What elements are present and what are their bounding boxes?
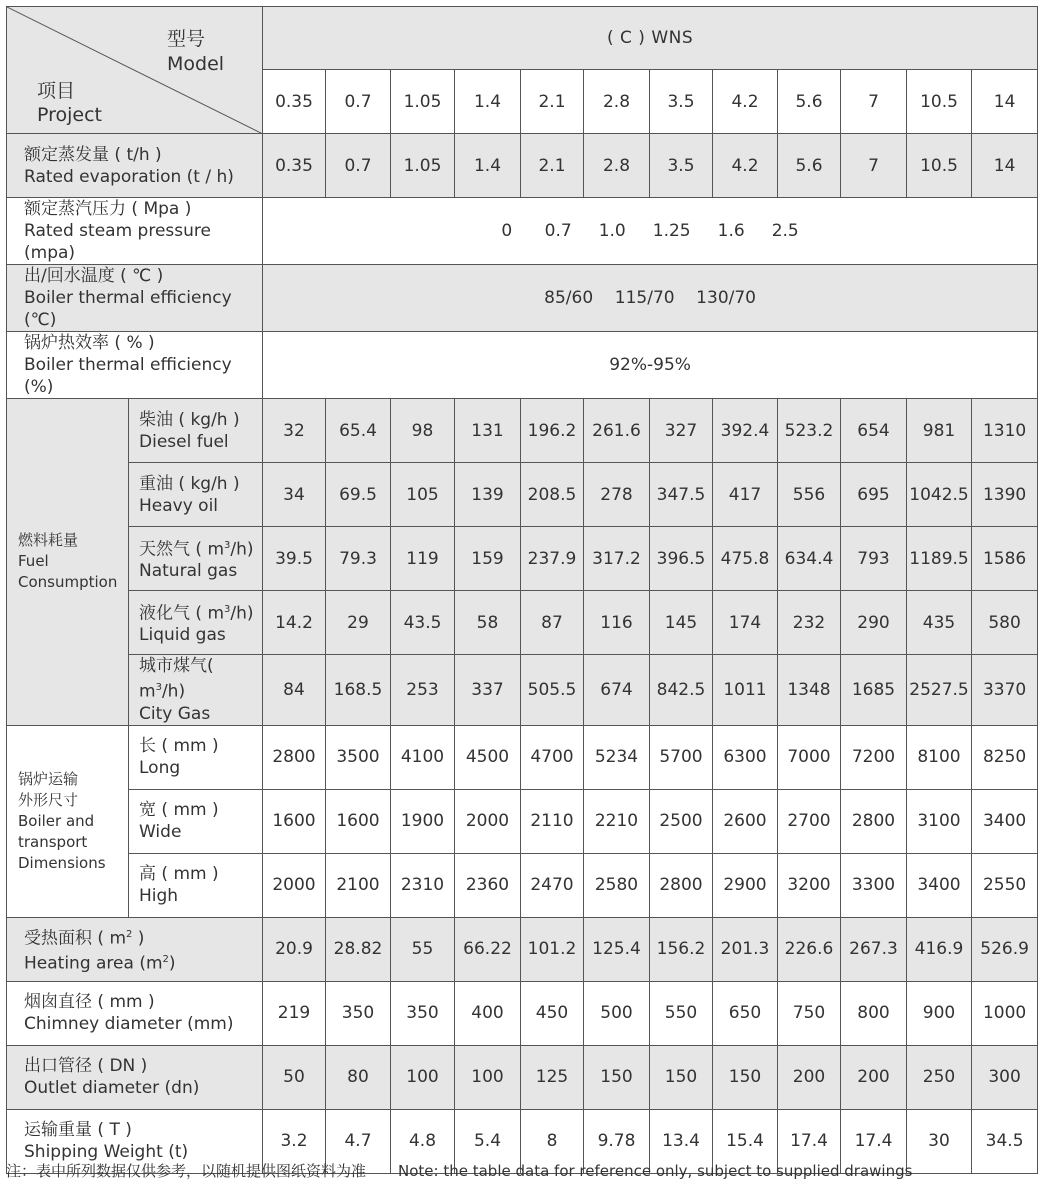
table-cell: 556: [778, 463, 841, 527]
table-cell: 5.6: [778, 134, 841, 198]
table-cell: 208.5: [521, 463, 584, 527]
row-label: 液化气 ( $m^3/h$) Liquid gas: [129, 591, 263, 655]
table-cell: 28.82: [326, 917, 391, 981]
row-label: 出口管径 ( DN ) Outlet diameter (dn): [7, 1045, 263, 1109]
model-cell: 1.05: [391, 70, 455, 134]
row-rated-evaporation: [7, 134, 1038, 198]
row-label: 额定蒸汽压力 ( Mpa ) Rated steam pressure (mpa): [7, 198, 263, 265]
table-cell: 3100: [907, 789, 972, 853]
row-label: 出/回水温度 ( ℃ ) Boiler thermal efficiency (℃): [7, 265, 263, 332]
row-rated-pressure: [7, 198, 1038, 265]
project-cn: 项目: [37, 80, 76, 102]
table-cell: 2310: [391, 853, 455, 917]
table-cell: 1390: [972, 463, 1038, 527]
table-cell: 3.2: [263, 1109, 326, 1173]
table-cell: 10.5: [907, 134, 972, 198]
row-label: 宽 ( mm ) Wide: [129, 789, 263, 853]
row-long: [7, 725, 1038, 789]
table-cell: 79.3: [326, 527, 391, 591]
table-cell: 3400: [907, 853, 972, 917]
model-cn: 型号: [167, 28, 206, 50]
table-cell: 174: [713, 591, 778, 655]
row-label: 天然气 ( $m^3/h$) Natural gas: [129, 527, 263, 591]
table-cell: 2470: [521, 853, 584, 917]
table-cell: 15.4: [713, 1109, 778, 1173]
row-label: 重油 ( kg/h ) Heavy oil: [129, 463, 263, 527]
table-cell: 1685: [841, 655, 907, 726]
table-cell: 2110: [521, 789, 584, 853]
table-cell: 392.4: [713, 399, 778, 463]
table-cell: 4.2: [713, 134, 778, 198]
table-cell: 2800: [841, 789, 907, 853]
table-cell: 66.22: [455, 917, 521, 981]
table-cell: 2100: [326, 853, 391, 917]
table-cell: 13.4: [650, 1109, 713, 1173]
model-cell: 10.5: [907, 70, 972, 134]
row-label: 锅炉热效率 ( % ) Boiler thermal efficiency (%): [7, 332, 263, 399]
table-cell: 7000: [778, 725, 841, 789]
table-cell: 9.78: [584, 1109, 650, 1173]
group-label-dimensions: 锅炉运输 外形尺寸 Boiler and transport Dimensions: [7, 725, 129, 917]
table-cell: 654: [841, 399, 907, 463]
table-cell: 2.8: [584, 134, 650, 198]
table-cell: 1310: [972, 399, 1038, 463]
table-cell: 20.9: [263, 917, 326, 981]
table-cell: 580: [972, 591, 1038, 655]
table-cell: 450: [521, 981, 584, 1045]
table-cell: 253: [391, 655, 455, 726]
table-cell: 4.8: [391, 1109, 455, 1173]
table-cell: 50: [263, 1045, 326, 1109]
row-liquid-gas: [7, 591, 1038, 655]
row-heavy-oil: [7, 463, 1038, 527]
table-cell: 1189.5: [907, 527, 972, 591]
row-wide: [7, 789, 1038, 853]
row-chimney: [7, 981, 1038, 1045]
table-cell: 226.6: [778, 917, 841, 981]
table-cell: 3200: [778, 853, 841, 917]
table-cell: 278: [584, 463, 650, 527]
table-cell: 337: [455, 655, 521, 726]
table-cell: 232: [778, 591, 841, 655]
project-en: Project: [37, 104, 103, 126]
table-cell: 800: [841, 981, 907, 1045]
table-cell: 125: [521, 1045, 584, 1109]
table-cell: 347.5: [650, 463, 713, 527]
table-cell: 8: [521, 1109, 584, 1173]
table-cell: 17.4: [778, 1109, 841, 1173]
row-thermal-efficiency: [7, 332, 1038, 399]
table-cell: 842.5: [650, 655, 713, 726]
table-cell-span: 92%-95%: [263, 332, 1038, 399]
series-title: ( C ) WNS: [263, 7, 1038, 70]
table-cell: 200: [778, 1045, 841, 1109]
table-cell: 523.2: [778, 399, 841, 463]
table-cell: 29: [326, 591, 391, 655]
table-cell: 150: [584, 1045, 650, 1109]
table-cell: 84: [263, 655, 326, 726]
table-cell: 550: [650, 981, 713, 1045]
table-cell: 416.9: [907, 917, 972, 981]
table-cell: 290: [841, 591, 907, 655]
footnote: [6, 1160, 912, 1181]
model-cell: 7: [841, 70, 907, 134]
table-cell: 2.1: [521, 134, 584, 198]
table-cell: 150: [713, 1045, 778, 1109]
table-cell: 475.8: [713, 527, 778, 591]
table-cell: 267.3: [841, 917, 907, 981]
row-label: 烟囱直径 ( mm ) Chimney diameter (mm): [7, 981, 263, 1045]
model-cell: 5.6: [778, 70, 841, 134]
table-cell: 674: [584, 655, 650, 726]
table-cell: 2210: [584, 789, 650, 853]
table-cell: 1586: [972, 527, 1038, 591]
table-cell: 2580: [584, 853, 650, 917]
table-cell: 30: [907, 1109, 972, 1173]
row-natural-gas: [7, 527, 1038, 591]
table-cell: 2000: [263, 853, 326, 917]
table-cell: 327: [650, 399, 713, 463]
header-row-series: [7, 7, 1038, 70]
table-cell: 2000: [455, 789, 521, 853]
group-label-fuel: 燃料耗量 Fuel Consumption: [7, 399, 129, 726]
table-cell: 2500: [650, 789, 713, 853]
table-cell: 417: [713, 463, 778, 527]
table-cell: 6300: [713, 725, 778, 789]
table-cell: 14.2: [263, 591, 326, 655]
row-water-temp: [7, 265, 1038, 332]
model-en: Model: [167, 53, 225, 75]
table-cell: 4100: [391, 725, 455, 789]
table-cell: 145: [650, 591, 713, 655]
table-cell: 1600: [326, 789, 391, 853]
footnote-cn: 注：表中所列数据仅供参考，以随机提供图纸资料为准: [6, 1162, 367, 1180]
row-heating-area: [7, 917, 1038, 981]
table-cell: 350: [326, 981, 391, 1045]
table-cell: 2600: [713, 789, 778, 853]
table-cell: 34: [263, 463, 326, 527]
table-cell: 750: [778, 981, 841, 1045]
corner-model-label: [167, 27, 224, 77]
table-cell: 3500: [326, 725, 391, 789]
row-diesel: [7, 399, 1038, 463]
table-cell: 159: [455, 527, 521, 591]
table-cell: 1600: [263, 789, 326, 853]
table-cell: 55: [391, 917, 455, 981]
header-corner: [7, 7, 263, 134]
table-cell: 5234: [584, 725, 650, 789]
table-cell: 8250: [972, 725, 1038, 789]
table-cell: 98: [391, 399, 455, 463]
model-cell: 3.5: [650, 70, 713, 134]
table-cell: 2550: [972, 853, 1038, 917]
table-cell: 793: [841, 527, 907, 591]
table-cell: 119: [391, 527, 455, 591]
corner-project-label: [37, 79, 102, 127]
table-cell: 58: [455, 591, 521, 655]
table-cell: 400: [455, 981, 521, 1045]
table-cell: 4700: [521, 725, 584, 789]
table-cell: 8100: [907, 725, 972, 789]
table-cell: 4500: [455, 725, 521, 789]
table-cell: 0.7: [326, 134, 391, 198]
table-cell: 317.2: [584, 527, 650, 591]
table-cell: 1348: [778, 655, 841, 726]
table-cell: 17.4: [841, 1109, 907, 1173]
table-cell: 500: [584, 981, 650, 1045]
table-cell: 634.4: [778, 527, 841, 591]
model-cell: 2.8: [584, 70, 650, 134]
footnote-en: Note: the table data for reference only, subject to supplied drawings: [398, 1162, 913, 1180]
table-cell: 3.5: [650, 134, 713, 198]
row-city-gas: [7, 655, 1038, 726]
model-cell: 1.4: [455, 70, 521, 134]
table-cell: 219: [263, 981, 326, 1045]
table-cell: 34.5: [972, 1109, 1038, 1173]
table-cell: 435: [907, 591, 972, 655]
table-cell: 237.9: [521, 527, 584, 591]
table-cell: 250: [907, 1045, 972, 1109]
table-cell: 156.2: [650, 917, 713, 981]
table-cell: 2800: [263, 725, 326, 789]
table-cell-span: 85/60 115/70 130/70: [263, 265, 1038, 332]
table-cell: 125.4: [584, 917, 650, 981]
table-cell: 650: [713, 981, 778, 1045]
table-cell: 350: [391, 981, 455, 1045]
table-cell: 131: [455, 399, 521, 463]
row-label: 长 ( mm ) Long: [129, 725, 263, 789]
row-label: 柴油 ( kg/h ) Diesel fuel: [129, 399, 263, 463]
table-cell: 2800: [650, 853, 713, 917]
table-cell: 2360: [455, 853, 521, 917]
table-cell: 201.3: [713, 917, 778, 981]
table-cell: 2527.5: [907, 655, 972, 726]
table-cell: 32: [263, 399, 326, 463]
model-cell: 0.35: [263, 70, 326, 134]
table-cell: 139: [455, 463, 521, 527]
table-cell: 7200: [841, 725, 907, 789]
model-cell: 0.7: [326, 70, 391, 134]
table-cell: 43.5: [391, 591, 455, 655]
table-cell: 168.5: [326, 655, 391, 726]
table-cell: 526.9: [972, 917, 1038, 981]
table-cell: 2700: [778, 789, 841, 853]
table-cell: 2900: [713, 853, 778, 917]
row-label: 受热面积 ( $m^2$ ) Heating area $(m^2)$: [7, 917, 263, 981]
model-cell: 2.1: [521, 70, 584, 134]
model-cell: 14: [972, 70, 1038, 134]
table-cell: 87: [521, 591, 584, 655]
table-cell: 900: [907, 981, 972, 1045]
table-cell: 981: [907, 399, 972, 463]
table-cell: 1.4: [455, 134, 521, 198]
table-cell: 1900: [391, 789, 455, 853]
table-cell: 7: [841, 134, 907, 198]
table-cell: 65.4: [326, 399, 391, 463]
table-cell: 3370: [972, 655, 1038, 726]
table-cell: 80: [326, 1045, 391, 1109]
table-cell: 105: [391, 463, 455, 527]
table-cell: 69.5: [326, 463, 391, 527]
table-cell: 4.7: [326, 1109, 391, 1173]
table-cell-span: 0 0.7 1.0 1.25 1.6 2.5: [263, 198, 1038, 265]
row-label: 额定蒸发量 ( t/h ) Rated evaporation (t / h): [7, 134, 263, 198]
table-cell: 261.6: [584, 399, 650, 463]
row-outlet: [7, 1045, 1038, 1109]
boiler-spec-table: [6, 6, 1038, 1174]
table-cell: 300: [972, 1045, 1038, 1109]
table-cell: 100: [391, 1045, 455, 1109]
table-cell: 116: [584, 591, 650, 655]
table-cell: 3400: [972, 789, 1038, 853]
table-cell: 1011: [713, 655, 778, 726]
table-cell: 396.5: [650, 527, 713, 591]
model-cell: 4.2: [713, 70, 778, 134]
table-cell: 505.5: [521, 655, 584, 726]
row-label: 高 ( mm ) High: [129, 853, 263, 917]
row-label: 城市煤气( $m^3/h$) City Gas: [129, 655, 263, 726]
table-cell: 1000: [972, 981, 1038, 1045]
table-cell: 200: [841, 1045, 907, 1109]
row-label: 运输重量 ( T ) Shipping Weight (t): [7, 1109, 263, 1173]
table-cell: 0.35: [263, 134, 326, 198]
table-cell: 39.5: [263, 527, 326, 591]
table-cell: 150: [650, 1045, 713, 1109]
table-cell: 3300: [841, 853, 907, 917]
table-cell: 101.2: [521, 917, 584, 981]
table-cell: 14: [972, 134, 1038, 198]
table-cell: 100: [455, 1045, 521, 1109]
row-high: [7, 853, 1038, 917]
table-cell: 1.05: [391, 134, 455, 198]
table-cell: 1042.5: [907, 463, 972, 527]
table-cell: 695: [841, 463, 907, 527]
table-cell: 196.2: [521, 399, 584, 463]
table-cell: 5700: [650, 725, 713, 789]
table-cell: 5.4: [455, 1109, 521, 1173]
